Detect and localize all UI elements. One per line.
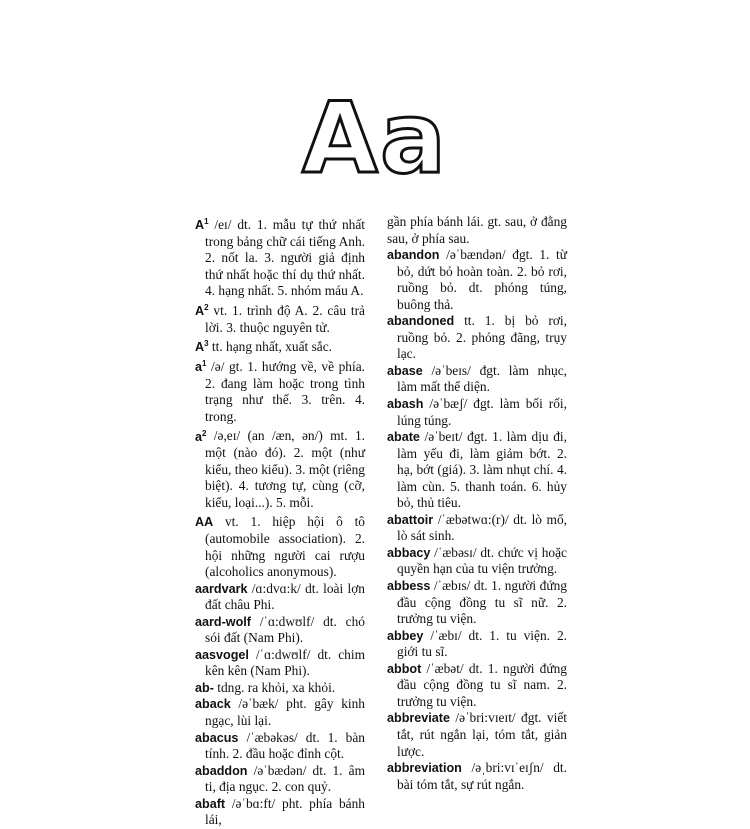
dictionary-entry: [195, 763, 365, 796]
definition: /eɪ/ dt. 1. mẫu tự thứ nhất trong bảng chữ cái tiếng Anh. 2. nốt la. 3. người giả định thứ nhất hoặc thí dụ thứ nhất. 4. hạng nhất. 5. nhóm máu A.: [205, 217, 365, 299]
definition: /əˈbɑ:ft/ pht. phía bánh lái,: [205, 795, 365, 828]
dictionary-entry: [195, 214, 365, 300]
dictionary-entry: [387, 710, 567, 760]
headword: abbess: [387, 579, 431, 594]
definition: tt. 1. bị bỏ rơi, ruồng bỏ. 2. phóng đãng, trụy lạc.: [397, 313, 567, 362]
headword: aasvogel: [195, 647, 249, 662]
dictionary-entry: [387, 661, 567, 711]
headword: abate: [387, 430, 420, 445]
headword: abattoir: [387, 512, 434, 527]
headword: ab-: [195, 680, 214, 695]
definition: /ˈæbɪ/ dt. 1. tu viện. 2. giới tu sĩ.: [397, 627, 567, 660]
headword: $A^3$: [195, 339, 209, 355]
dictionary-entry: [387, 313, 567, 363]
definition: /ˈɑ:dwʊlf/ dt. chó sói đất (Nam Phi).: [205, 613, 365, 646]
headword: abase: [387, 363, 423, 378]
headword: $a^1$: [195, 358, 207, 375]
definition: /ˈɑ:dwʊlf/ dt. chim kên kên (Nam Phi).: [205, 646, 365, 679]
headword: abaddon: [195, 763, 248, 778]
definition: /əˈbædən/ dt. 1. âm ti, địa ngục. 2. con quỷ.: [205, 762, 365, 795]
definition: /əˈbændən/ đgt. 1. từ bỏ, dứt bỏ hoàn toàn. 2. bỏ rơi, ruồng bỏ. dt. phóng túng, buông thả.: [397, 247, 567, 312]
dictionary-entry: [195, 730, 365, 763]
headword: $A^2$: [195, 302, 209, 319]
headword: abandoned: [387, 314, 455, 329]
headword: $A^1$: [195, 217, 209, 233]
definition: tt. hạng nhất, xuất sắc.: [208, 339, 333, 355]
definition: /ˈæbət/ dt. 1. người đứng đầu cộng đồng tu sĩ nam. 2. trưởng tu viện.: [397, 660, 567, 709]
left-column: [195, 214, 365, 829]
definition: /əˈbeɪs/ đgt. làm nhục, làm mất thể diện.: [397, 362, 567, 395]
dictionary-entry: [387, 396, 567, 429]
dictionary-entry: [387, 578, 567, 628]
headword: aback: [195, 697, 231, 712]
continued-definition: gần phía bánh lái. gt. sau, ở đằng sau, ở phía sau.: [387, 214, 567, 246]
dictionary-entry: [195, 614, 365, 647]
definition: /ə,eɪ/ (an /æn, ən/) mt. 1. một (nào đó). 2. một (như kiểu, theo kiểu). 3. một (riêng biệt). 4. tương tự, cùng (cỡ, kiểu, loại...). 5. mỗi.: [205, 428, 365, 510]
definition: tdng. ra khỏi, xa khỏi.: [213, 679, 336, 695]
dictionary-entry: [387, 545, 567, 578]
dictionary-entry: [387, 628, 567, 661]
definition: /əˈbæʃ/ đgt. làm bối rối, lúng túng.: [397, 396, 567, 428]
definition: /əˈbri:vɪeɪt/ đgt. viết tắt, rút ngắn lại, tóm tắt, giản lược.: [397, 710, 567, 759]
definition: /ə/ gt. 1. hướng về, về phía. 2. đang làm hoặc trong tình trạng như thế. 3. trên. 4. trong.: [205, 359, 365, 424]
dictionary-entry: [195, 300, 365, 336]
dictionary-entry: [195, 425, 365, 511]
dictionary-entry: [195, 680, 365, 697]
definition: vt. 1. trình độ A. 2. câu trả lời. 3. thuộc nguyên tử.: [205, 303, 365, 335]
headword: abacus: [195, 730, 239, 745]
dictionary-entry: [195, 796, 365, 829]
definition: /ˈæbətwɑ:(r)/ dt. lò mổ, lò sát sinh.: [397, 511, 567, 544]
dictionary-entry: [195, 511, 365, 580]
headword: abbey: [387, 628, 424, 643]
dictionary-entry: [195, 647, 365, 680]
headword: abbacy: [387, 545, 431, 560]
headword: aard-wolf: [195, 614, 251, 629]
right-column: [387, 214, 567, 793]
section-letter-heading: Aa: [302, 82, 448, 196]
definition: /əˌbri:vɪˈeɪʃn/ dt. bài tóm tắt, sự rút ngắn.: [397, 760, 567, 792]
headword: abandon: [387, 248, 440, 263]
definition: /əˈbæk/ pht. gây kinh ngạc, lùi lại.: [205, 696, 365, 728]
dictionary-entry: [195, 696, 365, 729]
dictionary-entry: [195, 336, 365, 356]
dictionary-entry: [195, 356, 365, 425]
headword: abbreviate: [387, 711, 450, 726]
definition: /ɑ:dvɑ:k/ dt. loài lợn đất châu Phi.: [205, 580, 365, 613]
dictionary-entry: [387, 363, 567, 396]
dictionary-entry: [387, 760, 567, 793]
definition: /ˈæbəsɪ/ dt. chức vị hoặc quyền hạn của tu viện trưởng.: [397, 544, 567, 577]
dictionary-entry: [387, 247, 567, 313]
definition: /ˈæbɪs/ dt. 1. người đứng đầu cộng đồng tu sĩ nữ. 2. trưởng tu viện.: [397, 578, 567, 627]
headword: abaft: [195, 796, 226, 811]
dictionary-entry: [195, 581, 365, 614]
definition: /əˈbeɪt/ đgt. 1. làm dịu đi, làm yếu đi, làm giảm bớt. 2. hạ, bớt (giá). 3. làm nhụt chí. 4. làm cùn. 5. thanh toán. 6. hủy bỏ, thủ tiêu.: [397, 429, 567, 511]
headword: abash: [387, 397, 424, 412]
headword: $a^2$: [195, 428, 207, 444]
dictionary-entry: [387, 512, 567, 545]
dictionary-entry: [387, 429, 567, 512]
headword: abbreviation: [387, 761, 462, 776]
headword: AA: [195, 515, 214, 530]
headword: abbot: [387, 661, 422, 676]
headword: aardvark: [195, 581, 248, 596]
definition: /ˈæbəkəs/ dt. 1. bàn tính. 2. đầu hoặc đỉnh cột.: [205, 729, 365, 762]
definition: vt. 1. hiệp hội ô tô (automobile association). 2. hội những người cai rượu (alcoholics anonymous).: [205, 514, 365, 580]
